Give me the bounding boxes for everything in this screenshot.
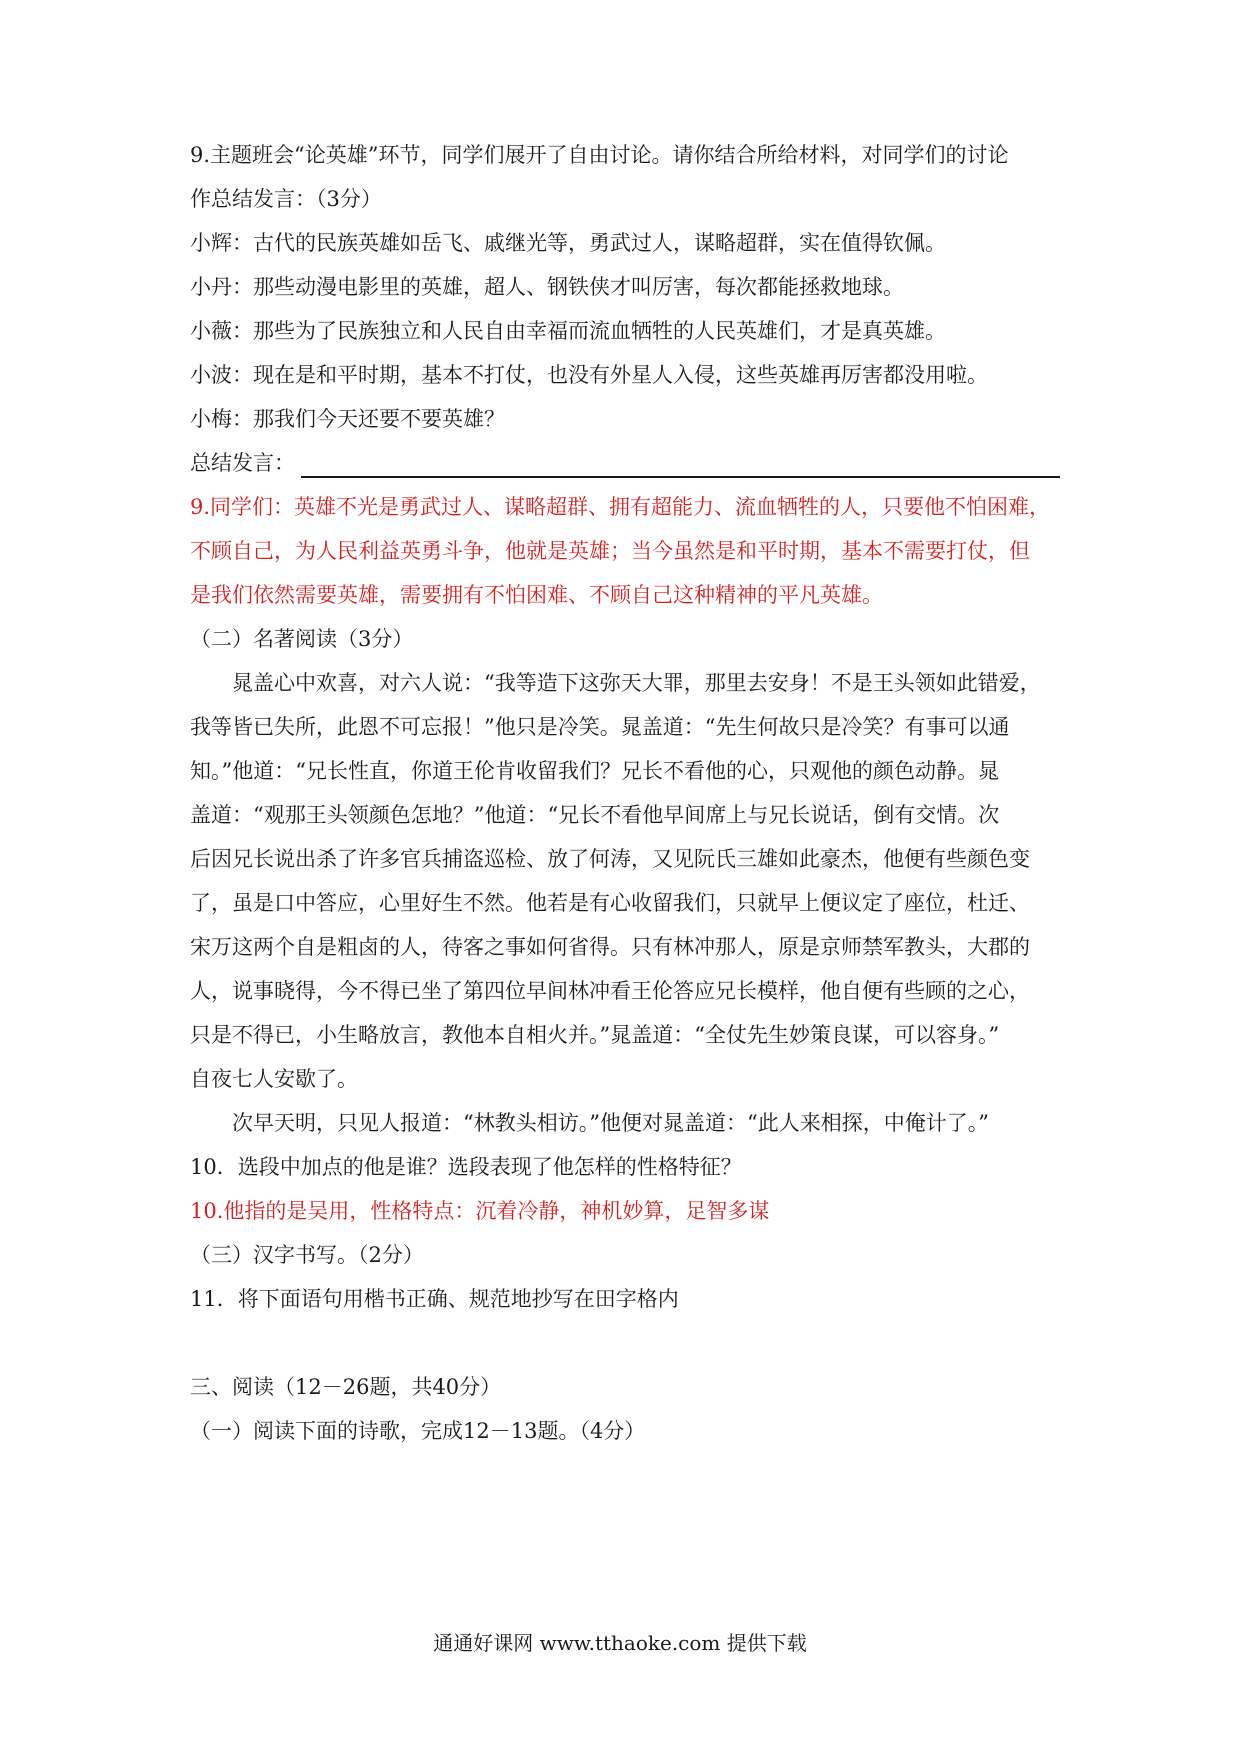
q9-statement-xiaomei: 小梅：那我们今天还要不要英雄？	[190, 407, 505, 431]
q9-summary-row	[190, 448, 1060, 478]
q9-statement-xiaobo: 小波：现在是和平时期，基本不打仗，也没有外星人入侵，这些英雄再厉害都没用啦。	[190, 363, 988, 387]
part3-sub-heading: （一）阅读下面的诗歌，完成12－13题。（4分）	[190, 1419, 646, 1443]
section2-heading: （二）名著阅读（3分）	[190, 627, 414, 651]
passage-line-1: 晁盖心中欢喜，对六人说：“我等造下这弥天大罪，那里去安身！不是王头领如此错爱，	[232, 671, 1041, 695]
passage-line-8: 人，说事晓得，今不得已坐了第四位早间林冲看王伦答应兄长模样，他自便有些顾的之心，	[190, 979, 1030, 1003]
q9-prompt-line-1: 9.主题班会“论英雄”环节，同学们展开了自由讨论。请你结合所给材料，对同学们的讨论	[190, 143, 1009, 167]
passage-line-10: 自夜七人安歇了。	[190, 1067, 358, 1091]
passage-line-5: 后因兄长说出杀了许多官兵捕盗巡检、放了何涛，又见阮氏三雄如此豪杰，他便有些颜色变	[190, 847, 1030, 871]
q9-answer-blank[interactable]	[301, 454, 1060, 478]
section3-heading: （三）汉字书写。（2分）	[190, 1243, 424, 1267]
passage-line-4: 盖道：“观那王头领颜色怎地？”他道：“兄长不看他早间席上与兄长说话，倒有交情。次	[190, 803, 1000, 827]
q9-answer-line-3: 是我们依然需要英雄，需要拥有不怕困难、不顾自己这种精神的平凡英雄。	[190, 583, 883, 607]
q9-statement-xiaodan: 小丹：那些动漫电影里的英雄，超人、钢铁侠才叫厉害，每次都能拯救地球。	[190, 275, 904, 299]
passage-paragraph-2: 次早天明，只见人报道：“林教头相访。”他便对晁盖道：“此人来相探，中俺计了。”	[232, 1111, 989, 1135]
q10-answer: 10.他指的是吴用，性格特点：沉着冷静，神机妙算，足智多谋	[190, 1199, 770, 1223]
passage-line-9: 只是不得已，小生略放言，教他本自相火并。”晁盖道：“全仗先生妙策良谋，可以容身。”	[190, 1023, 1000, 1047]
q9-statement-xiaowei: 小薇：那些为了民族独立和人民自由幸福而流血牺牲的人民英雄们，才是真英雄。	[190, 319, 946, 343]
q9-answer-line-1: 9.同学们：英雄不光是勇武过人、谋略超群、拥有超能力、流血牺牲的人，只要他不怕困难，	[190, 495, 1051, 519]
q9-statement-xiaohui: 小辉：古代的民族英雄如岳飞、戚继光等，勇武过人，谋略超群，实在值得钦佩。	[190, 231, 946, 255]
page-footer: 通通好课网 www.tthaoke.com 提供下载	[433, 1631, 807, 1655]
passage-line-7: 宋万这两个自是粗卤的人，待客之事如何省得。只有林冲那人，原是京师禁军教头，大郡的	[190, 935, 1030, 959]
q9-prompt-line-2: 作总结发言：（3分）	[190, 187, 382, 211]
passage-line-3: 知。”他道：“兄长性直，你道王伦肯收留我们？兄长不看他的心，只观他的颜色动静。晁	[190, 759, 999, 783]
q9-summary-label: 总结发言：	[190, 451, 295, 475]
q9-answer-line-2: 不顾自己，为人民利益英勇斗争，他就是英雄；当今虽然是和平时期，基本不需要打仗，但	[190, 539, 1030, 563]
q11-prompt: 11．将下面语句用楷书正确、规范地抄写在田字格内	[190, 1287, 679, 1311]
passage-line-6: 了，虽是口中答应，心里好生不然。他若是有心收留我们，只就早上便议定了座位，杜迁、	[190, 891, 1030, 915]
passage-line-2: 我等皆已失所，此恩不可忘报！”他只是冷笑。晁盖道：“先生何故只是冷笑？有事可以通	[190, 715, 1010, 739]
q10-prompt: 10．选段中加点的他是谁？选段表现了他怎样的性格特征？	[190, 1155, 742, 1179]
part3-heading: 三、阅读（12－26题，共40分）	[190, 1375, 502, 1399]
